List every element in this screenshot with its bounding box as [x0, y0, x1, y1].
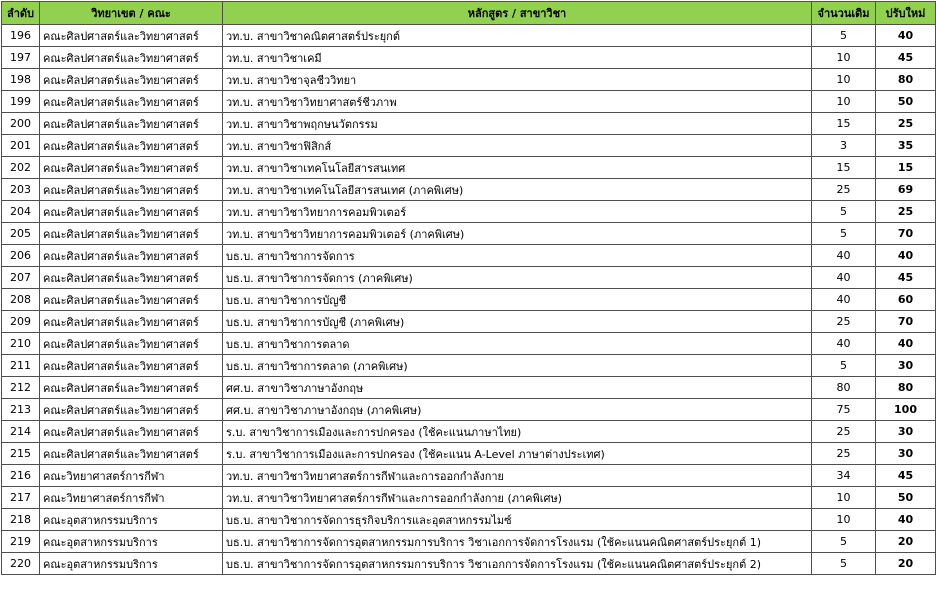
cell-original-quota: 40 [812, 245, 876, 267]
cell-faculty: คณะวิทยาศาสตร์การกีฬา [40, 465, 223, 487]
cell-faculty: คณะศิลปศาสตร์และวิทยาศาสตร์ [40, 69, 223, 91]
cell-new-quota: 80 [876, 69, 936, 91]
cell-faculty: คณะศิลปศาสตร์และวิทยาศาสตร์ [40, 443, 223, 465]
cell-program: วท.บ. สาขาวิชาวิทยาศาสตร์การกีฬาและการออกกำลังกาย [223, 465, 812, 487]
cell-index: 210 [2, 333, 40, 355]
cell-new-quota: 30 [876, 421, 936, 443]
cell-program: วท.บ. สาขาวิชาวิทยาการคอมพิวเตอร์ [223, 201, 812, 223]
cell-index: 213 [2, 399, 40, 421]
cell-program: บธ.บ. สาขาวิชาการตลาด (ภาคพิเศษ) [223, 355, 812, 377]
table-row [2, 509, 936, 531]
cell-program: ศศ.บ. สาขาวิชาภาษาอังกฤษ [223, 377, 812, 399]
cell-program: บธ.บ. สาขาวิชาการจัดการ [223, 245, 812, 267]
cell-index: 220 [2, 553, 40, 575]
table-row [2, 443, 936, 465]
cell-faculty: คณะอุตสาหกรรมบริการ [40, 553, 223, 575]
table-row [2, 135, 936, 157]
cell-original-quota: 25 [812, 421, 876, 443]
cell-original-quota: 75 [812, 399, 876, 421]
cell-new-quota: 60 [876, 289, 936, 311]
cell-faculty: คณะศิลปศาสตร์และวิทยาศาสตร์ [40, 179, 223, 201]
cell-new-quota: 45 [876, 465, 936, 487]
cell-original-quota: 40 [812, 267, 876, 289]
cell-faculty: คณะศิลปศาสตร์และวิทยาศาสตร์ [40, 311, 223, 333]
cell-faculty: คณะศิลปศาสตร์และวิทยาศาสตร์ [40, 113, 223, 135]
table-row [2, 245, 936, 267]
cell-faculty: คณะศิลปศาสตร์และวิทยาศาสตร์ [40, 289, 223, 311]
cell-original-quota: 15 [812, 157, 876, 179]
header-program: หลักสูตร / สาขาวิชา [223, 2, 812, 25]
cell-program: บธ.บ. สาขาวิชาการบัญชี [223, 289, 812, 311]
cell-original-quota: 25 [812, 443, 876, 465]
cell-new-quota: 45 [876, 47, 936, 69]
cell-program: ร.บ. สาขาวิชาการเมืองและการปกครอง (ใช้คะแนนภาษาไทย) [223, 421, 812, 443]
cell-faculty: คณะศิลปศาสตร์และวิทยาศาสตร์ [40, 157, 223, 179]
cell-index: 204 [2, 201, 40, 223]
cell-new-quota: 25 [876, 113, 936, 135]
cell-new-quota: 35 [876, 135, 936, 157]
table-row [2, 157, 936, 179]
cell-index: 208 [2, 289, 40, 311]
table-row [2, 421, 936, 443]
cell-index: 205 [2, 223, 40, 245]
cell-original-quota: 5 [812, 553, 876, 575]
cell-original-quota: 40 [812, 333, 876, 355]
cell-faculty: คณะอุตสาหกรรมบริการ [40, 531, 223, 553]
cell-index: 201 [2, 135, 40, 157]
cell-faculty: คณะศิลปศาสตร์และวิทยาศาสตร์ [40, 355, 223, 377]
cell-original-quota: 5 [812, 201, 876, 223]
cell-faculty: คณะศิลปศาสตร์และวิทยาศาสตร์ [40, 245, 223, 267]
cell-new-quota: 70 [876, 311, 936, 333]
table-row [2, 113, 936, 135]
cell-program: วท.บ. สาขาวิชาเทคโนโลยีสารสนเทศ (ภาคพิเศษ) [223, 179, 812, 201]
cell-new-quota: 45 [876, 267, 936, 289]
cell-faculty: คณะศิลปศาสตร์และวิทยาศาสตร์ [40, 91, 223, 113]
cell-new-quota: 15 [876, 157, 936, 179]
table-row [2, 377, 936, 399]
header-row [2, 2, 936, 25]
table-row [2, 69, 936, 91]
cell-new-quota: 25 [876, 201, 936, 223]
cell-original-quota: 10 [812, 91, 876, 113]
cell-original-quota: 10 [812, 47, 876, 69]
cell-index: 198 [2, 69, 40, 91]
cell-original-quota: 80 [812, 377, 876, 399]
cell-index: 202 [2, 157, 40, 179]
cell-new-quota: 40 [876, 245, 936, 267]
table-row [2, 91, 936, 113]
cell-original-quota: 10 [812, 509, 876, 531]
cell-program: บธ.บ. สาขาวิชาการบัญชี (ภาคพิเศษ) [223, 311, 812, 333]
cell-original-quota: 25 [812, 311, 876, 333]
cell-program: วท.บ. สาขาวิชาฟิสิกส์ [223, 135, 812, 157]
cell-new-quota: 50 [876, 487, 936, 509]
cell-program: วท.บ. สาขาวิชาจุลชีววิทยา [223, 69, 812, 91]
cell-new-quota: 20 [876, 531, 936, 553]
cell-original-quota: 34 [812, 465, 876, 487]
cell-index: 196 [2, 25, 40, 47]
cell-faculty: คณะวิทยาศาสตร์การกีฬา [40, 487, 223, 509]
header-original-quota: จำนวนเดิม [812, 2, 876, 25]
header-index: ลำดับ [2, 2, 40, 25]
cell-program: วท.บ. สาขาวิชาเทคโนโลยีสารสนเทศ [223, 157, 812, 179]
cell-faculty: คณะศิลปศาสตร์และวิทยาศาสตร์ [40, 135, 223, 157]
cell-index: 218 [2, 509, 40, 531]
cell-faculty: คณะศิลปศาสตร์และวิทยาศาสตร์ [40, 25, 223, 47]
cell-new-quota: 70 [876, 223, 936, 245]
cell-original-quota: 5 [812, 355, 876, 377]
table-row [2, 25, 936, 47]
cell-new-quota: 80 [876, 377, 936, 399]
cell-faculty: คณะอุตสาหกรรมบริการ [40, 509, 223, 531]
cell-index: 211 [2, 355, 40, 377]
cell-new-quota: 50 [876, 91, 936, 113]
table-row [2, 47, 936, 69]
cell-index: 215 [2, 443, 40, 465]
table-row [2, 465, 936, 487]
cell-program: วท.บ. สาขาวิชาวิทยาศาสตร์ชีวภาพ [223, 91, 812, 113]
cell-new-quota: 40 [876, 25, 936, 47]
table-row [2, 355, 936, 377]
cell-new-quota: 100 [876, 399, 936, 421]
cell-new-quota: 40 [876, 333, 936, 355]
cell-program: ศศ.บ. สาขาวิชาภาษาอังกฤษ (ภาคพิเศษ) [223, 399, 812, 421]
cell-index: 216 [2, 465, 40, 487]
cell-faculty: คณะศิลปศาสตร์และวิทยาศาสตร์ [40, 223, 223, 245]
cell-original-quota: 25 [812, 179, 876, 201]
cell-program: บธ.บ. สาขาวิชาการจัดการธุรกิจบริการและอุตสาหกรรมไมซ์ [223, 509, 812, 531]
table-row [2, 223, 936, 245]
header-faculty: วิทยาเขต / คณะ [40, 2, 223, 25]
cell-original-quota: 40 [812, 289, 876, 311]
table-row [2, 311, 936, 333]
table-body [2, 25, 936, 575]
cell-new-quota: 20 [876, 553, 936, 575]
cell-new-quota: 69 [876, 179, 936, 201]
quota-table [1, 1, 936, 575]
cell-program: วท.บ. สาขาวิชาวิทยาการคอมพิวเตอร์ (ภาคพิเศษ) [223, 223, 812, 245]
cell-original-quota: 5 [812, 531, 876, 553]
table-row [2, 333, 936, 355]
cell-faculty: คณะศิลปศาสตร์และวิทยาศาสตร์ [40, 201, 223, 223]
cell-index: 207 [2, 267, 40, 289]
cell-program: บธ.บ. สาขาวิชาการจัดการอุตสาหกรรมการบริการ วิชาเอกการจัดการโรงแรม (ใช้คะแนนคณิตศาสตร์ประยุกต์ 1) [223, 531, 812, 553]
cell-faculty: คณะศิลปศาสตร์และวิทยาศาสตร์ [40, 399, 223, 421]
cell-original-quota: 10 [812, 69, 876, 91]
cell-faculty: คณะศิลปศาสตร์และวิทยาศาสตร์ [40, 333, 223, 355]
cell-index: 214 [2, 421, 40, 443]
cell-program: วท.บ. สาขาวิชาคณิตศาสตร์ประยุกต์ [223, 25, 812, 47]
cell-index: 197 [2, 47, 40, 69]
cell-faculty: คณะศิลปศาสตร์และวิทยาศาสตร์ [40, 377, 223, 399]
table-row [2, 289, 936, 311]
cell-program: บธ.บ. สาขาวิชาการจัดการอุตสาหกรรมการบริการ วิชาเอกการจัดการโรงแรม (ใช้คะแนนคณิตศาสตร์ประยุกต์ 2) [223, 553, 812, 575]
cell-program: วท.บ. สาขาวิชาวิทยาศาสตร์การกีฬาและการออกกำลังกาย (ภาคพิเศษ) [223, 487, 812, 509]
cell-original-quota: 10 [812, 487, 876, 509]
cell-new-quota: 30 [876, 443, 936, 465]
table-row [2, 399, 936, 421]
cell-index: 203 [2, 179, 40, 201]
cell-faculty: คณะศิลปศาสตร์และวิทยาศาสตร์ [40, 267, 223, 289]
table-row [2, 267, 936, 289]
cell-program: วท.บ. สาขาวิชาพฤกษนวัตกรรม [223, 113, 812, 135]
cell-new-quota: 40 [876, 509, 936, 531]
table-row [2, 531, 936, 553]
cell-faculty: คณะศิลปศาสตร์และวิทยาศาสตร์ [40, 47, 223, 69]
table-row [2, 201, 936, 223]
cell-original-quota: 3 [812, 135, 876, 157]
cell-index: 200 [2, 113, 40, 135]
cell-program: วท.บ. สาขาวิชาเคมี [223, 47, 812, 69]
header-new-quota: ปรับใหม่ [876, 2, 936, 25]
cell-program: บธ.บ. สาขาวิชาการจัดการ (ภาคพิเศษ) [223, 267, 812, 289]
cell-index: 199 [2, 91, 40, 113]
cell-new-quota: 30 [876, 355, 936, 377]
cell-program: บธ.บ. สาขาวิชาการตลาด [223, 333, 812, 355]
cell-original-quota: 5 [812, 25, 876, 47]
cell-index: 219 [2, 531, 40, 553]
cell-original-quota: 15 [812, 113, 876, 135]
cell-index: 217 [2, 487, 40, 509]
table-row [2, 179, 936, 201]
table-row [2, 487, 936, 509]
cell-faculty: คณะศิลปศาสตร์และวิทยาศาสตร์ [40, 421, 223, 443]
cell-program: ร.บ. สาขาวิชาการเมืองและการปกครอง (ใช้คะแนน A-Level ภาษาต่างประเทศ) [223, 443, 812, 465]
cell-index: 212 [2, 377, 40, 399]
cell-original-quota: 5 [812, 223, 876, 245]
cell-index: 209 [2, 311, 40, 333]
table-row [2, 553, 936, 575]
cell-index: 206 [2, 245, 40, 267]
